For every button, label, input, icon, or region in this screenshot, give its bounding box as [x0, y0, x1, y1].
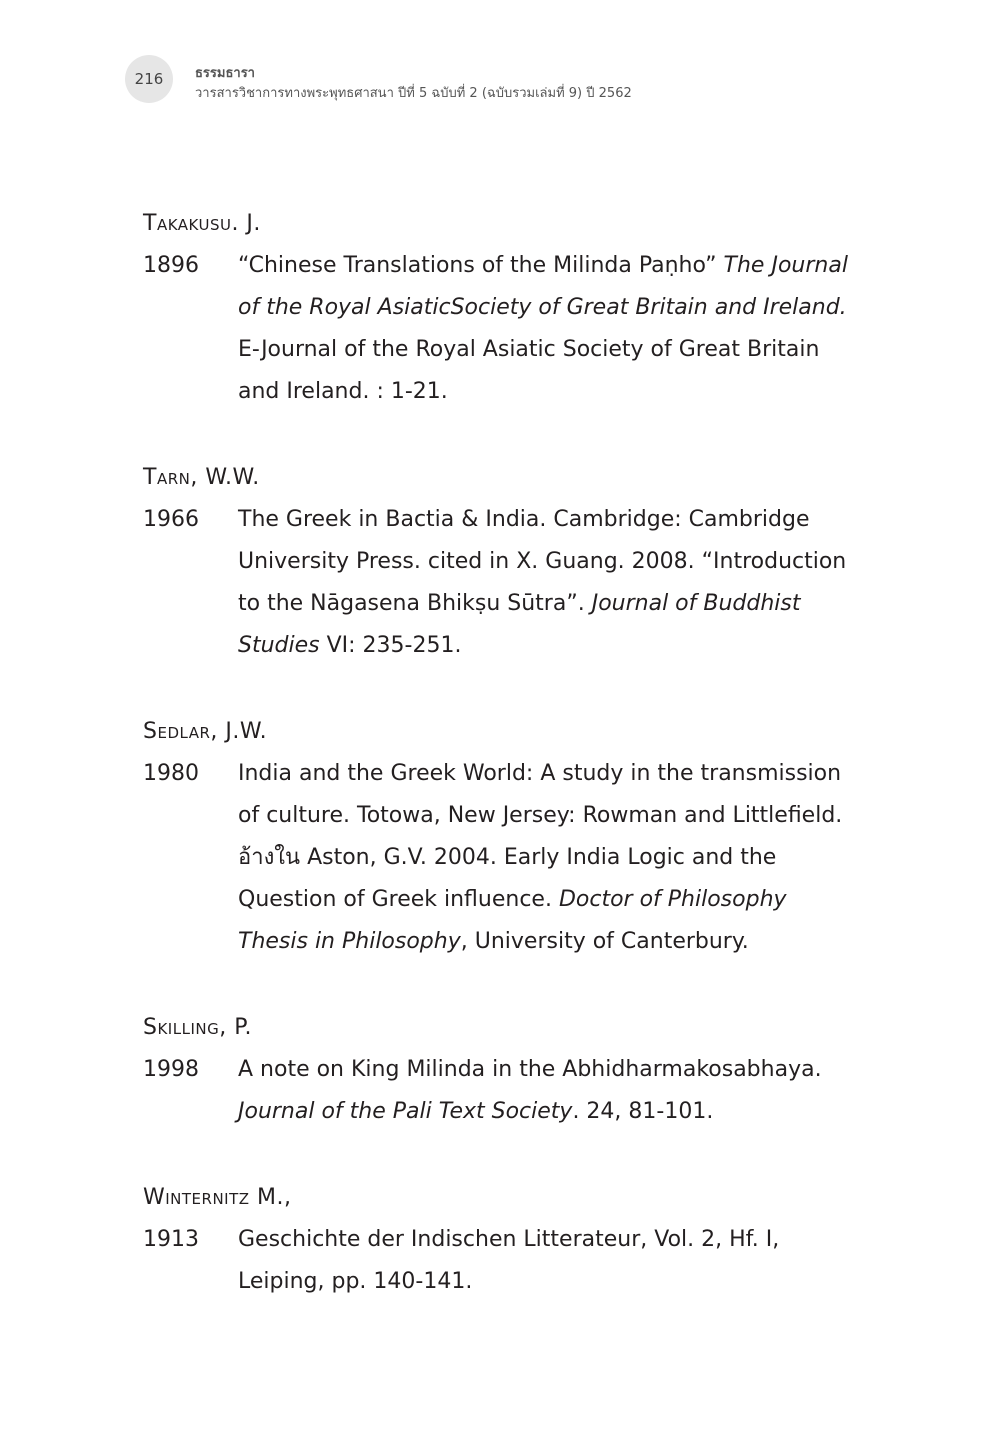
reference-text: [238, 499, 847, 667]
reference-line: Question of Greek influence.: [238, 887, 559, 912]
reference-line: of the Royal AsiaticSociety of Great Britain and Ireland.: [238, 295, 847, 320]
reference-line: อ้างใน Aston, G.V. 2004. Early India Logic and the: [238, 845, 777, 870]
reference-entry: [143, 457, 847, 667]
reference-author: Tarn, W.W.: [143, 465, 260, 490]
reference-line: Doctor of Philosophy: [558, 887, 787, 912]
reference-line: . 24, 81-101.: [572, 1099, 714, 1124]
reference-line: Journal of Buddhist: [591, 591, 801, 616]
reference-line: to the Nāgasena Bhikṣu Sūtra”.: [238, 591, 592, 616]
reference-text: [238, 1219, 828, 1303]
reference-line: A note on King Milinda in the Abhidharmakosabhaya.: [238, 1057, 822, 1082]
reference-line: Journal of the Pali Text Society: [238, 1099, 573, 1124]
reference-author: Skilling, P.: [143, 1015, 253, 1040]
reference-line: of culture. Totowa, New Jersey: Rowman and Littlefield.: [238, 803, 843, 828]
reference-line: The Greek in Bactia & India. Cambridge: Cambridge: [238, 507, 810, 532]
reference-line: E-Journal of the Royal Asiatic Society of Great Britain: [238, 337, 820, 362]
reference-text: [238, 245, 848, 413]
reference-line: Studies: [238, 633, 320, 658]
reference-entry: [143, 203, 848, 413]
reference-line: and Ireland. : 1-21.: [238, 379, 448, 404]
journal-title: ธรรมธารา: [195, 66, 255, 81]
reference-author: Takakusu. J.: [143, 211, 261, 236]
reference-year: 1966: [143, 507, 199, 532]
reference-line: Thesis in Philosophy: [238, 929, 461, 954]
reference-author: Winternitz M.,: [143, 1185, 292, 1210]
reference-line: India and the Greek World: A study in the transmission: [238, 761, 842, 786]
reference-year: 1913: [143, 1227, 199, 1252]
reference-line: , University of Canterbury.: [460, 929, 749, 954]
reference-line: VI: 235-251.: [319, 633, 462, 658]
reference-year: 1896: [143, 253, 199, 278]
page-number-badge: 216: [125, 55, 173, 103]
reference-line: University Press. cited in X. Guang. 2008. “Introduction: [238, 549, 847, 574]
reference-year: 1998: [143, 1057, 199, 1082]
reference-line: Geschichte der Indischen Litterateur, Vol. 2, Hf. I,: [238, 1227, 780, 1252]
reference-text: [238, 1049, 828, 1133]
reference-line: The Journal: [723, 253, 848, 278]
reference-entry: [143, 1007, 833, 1133]
reference-line: Leiping, pp. 140-141.: [238, 1269, 473, 1294]
reference-year: 1980: [143, 761, 199, 786]
journal-subtitle: วารสารวิชาการทางพระพุทธศาสนา ปีที่ 5 ฉบับที่ 2 (ฉบับรวมเล่มที่ 9) ปี 2562: [195, 86, 632, 101]
reference-entry: [143, 1177, 833, 1303]
reference-text: [238, 753, 843, 963]
reference-line: “Chinese Translations of the Milinda Paṇho”: [238, 253, 724, 278]
reference-author: Sedlar, J.W.: [143, 719, 268, 744]
reference-entry: [143, 711, 843, 963]
